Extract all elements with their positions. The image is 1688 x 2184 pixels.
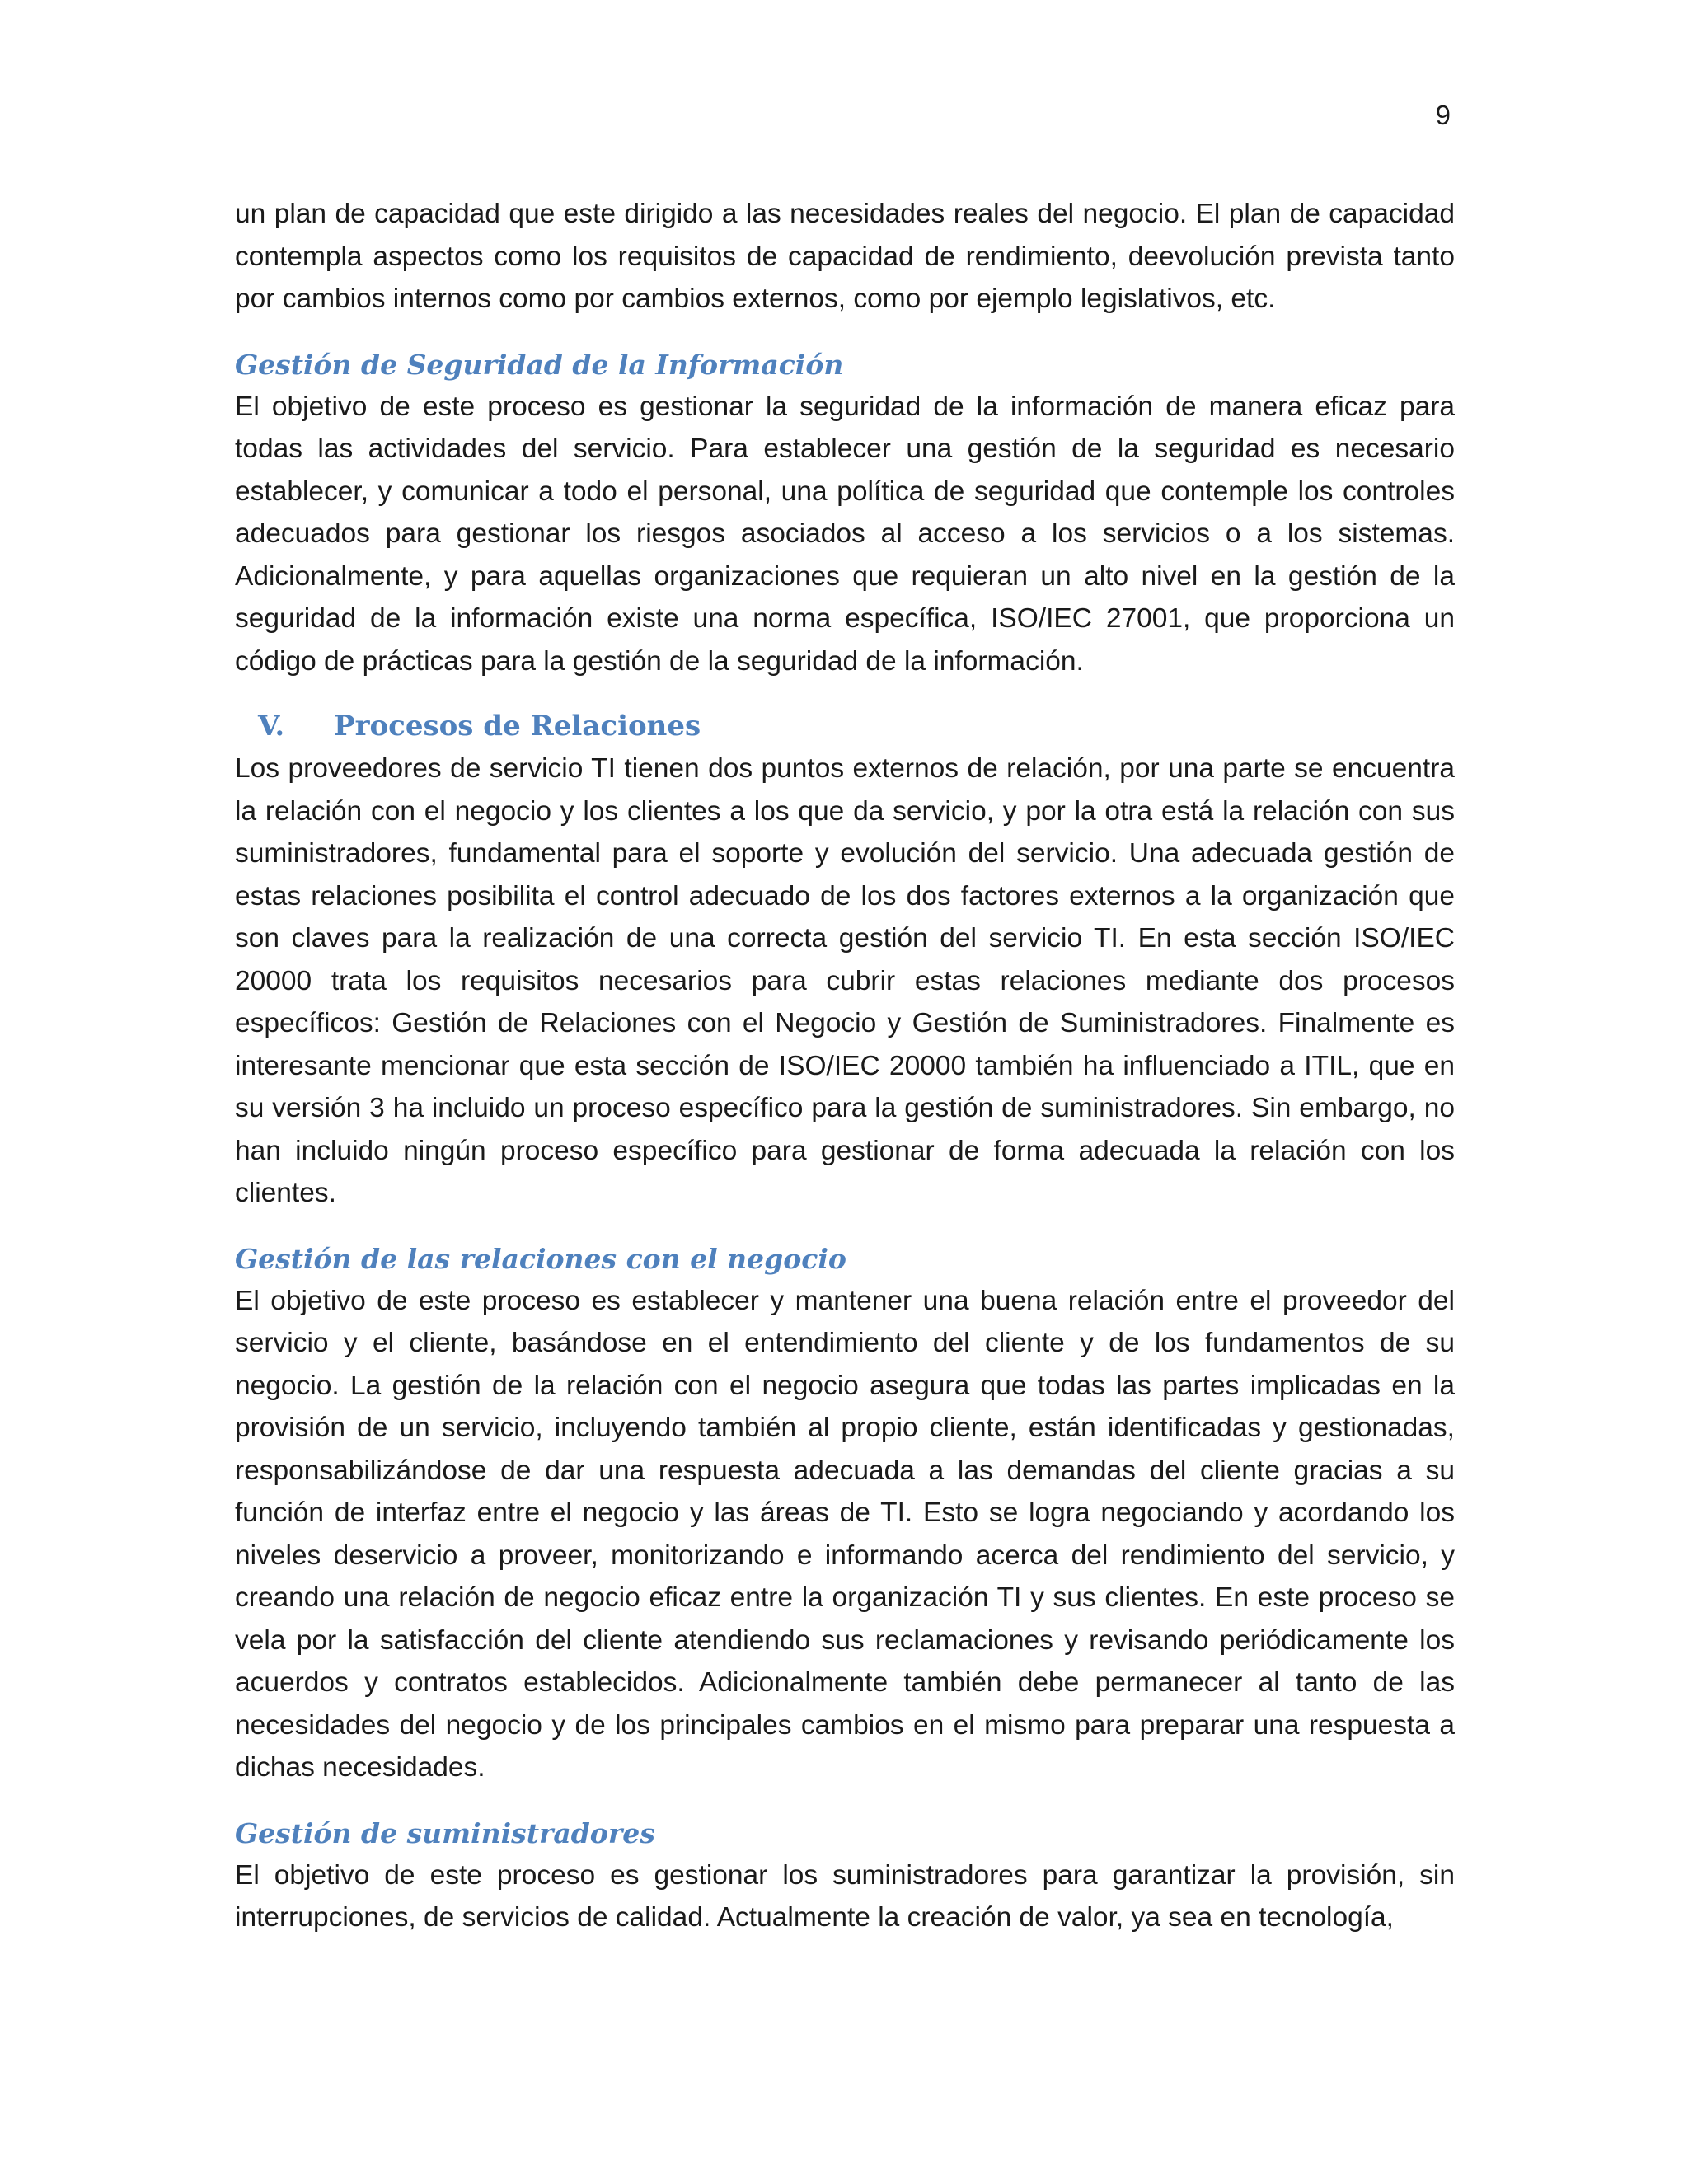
- security-paragraph: El objetivo de este proceso es gestionar la seguridad de la información de manera eficaz para todas las actividades del servicio. Para establecer una gestión de la seguridad es necesario establecer, y comunicar a todo el personal, una política de seguridad que contemple los controles adecuados para gestionar los riesgos asociados al acceso a los servicios o a los sistemas. Adicionalmente, y para aquellas organizaciones que requieran un alto nivel en la gestión de la seguridad de la información existe una norma específica, ISO/IEC 27001, que proporciona un código de prácticas para la gestión de la seguridad de la información.: [235, 391, 1455, 677]
- section-v-paragraph: Los proveedores de servicio TI tienen dos puntos externos de relación, por una parte se encuentra la relación con el negocio y los clientes a los que da servicio, y por la otra está la relación con sus suministradores, fundamental para el soporte y evolución del servicio. Una adecuada gestión de estas relaciones posibilita el control adecuado de los dos factores externos a la organización que son claves para la realización de una correcta gestión del servicio TI. En esta sección ISO/IEC 20000 trata los requisitos necesarios para cubrir estas relaciones mediante dos procesos específicos: Gestión de Relaciones con el Negocio y Gestión de Suministradores. Finalmente es interesante mencionar que esta sección de ISO/IEC 20000 también ha influenciado a ITIL, que en su versión 3 ha incluido un proceso específico para la gestión de suministradores. Sin embargo, no han incluido ningún proceso específico para gestionar de forma adecuada la relación con los clientes.: [235, 753, 1455, 1208]
- business-relations-heading: Gestión de las relaciones con el negocio: [235, 1242, 846, 1275]
- suppliers-heading: Gestión de suministradores: [235, 1816, 655, 1849]
- page-number: 9: [1435, 100, 1451, 130]
- security-heading: Gestión de Seguridad de la Información: [235, 348, 844, 381]
- section-v-number: V.: [258, 710, 285, 743]
- business-relations-paragraph: El objetivo de este proceso es establecer y mantener una buena relación entre el proveedor del servicio y el cliente, basándose en el entendimiento del cliente y de los fundamentos de su negocio. La gestión de la relación con el negocio asegura que todas las partes implicadas en la provisión de un servicio, incluyendo también al propio cliente, están identificadas y gestionadas, responsabilizándose de dar una respuesta adecuada a las demandas del cliente gracias a su función de interfaz entre el negocio y las áreas de TI. Esto se logra negociando y acordando los niveles deservicio a proveer, monitorizando e informando acerca del rendimiento del servicio, y creando una relación de negocio eficaz entre la organización TI y sus clientes. En este proceso se vela por la satisfacción del cliente atendiendo sus reclamaciones y revisando periódicamente los acuerdos y contratos establecidos. Adicionalmente también debe permanecer al tanto de las necesidades del negocio y de los principales cambios en el mismo para preparar una respuesta a dichas necesidades.: [235, 1285, 1455, 1783]
- intro-paragraph: un plan de capacidad que este dirigido a las necesidades reales del negocio. El plan de capacidad contempla aspectos como los requisitos de capacidad de rendimiento, deevolución prevista tanto por cambios internos como por cambios externos, como por ejemplo legislativos, etc.: [235, 199, 1455, 314]
- section-v-heading: [235, 705, 1455, 748]
- suppliers-paragraph: El objetivo de este proceso es gestionar los suministradores para garantizar la provisión, sin interrupciones, de servicios de calidad. Actualmente la creación de valor, ya sea en tecnología,: [235, 1859, 1455, 1933]
- section-v-title: Procesos de Relaciones: [334, 710, 701, 743]
- document-body: [235, 193, 1455, 1939]
